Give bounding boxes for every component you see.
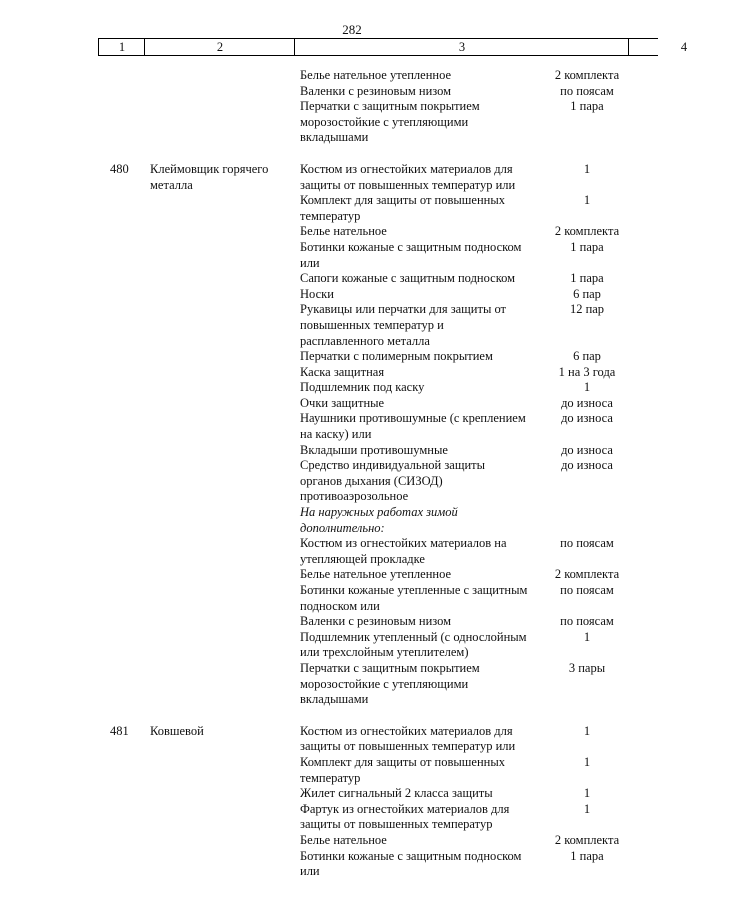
continuation-entry <box>0 68 640 146</box>
item-quantity: 1 пара <box>570 848 604 863</box>
table-body <box>0 68 640 880</box>
item-name: Белье нательное <box>300 832 387 847</box>
item-name: Подшлемник утепленный (с однослойным или трехслойным утеплителем) <box>300 629 527 660</box>
item-name: Белье нательное утепленное <box>300 68 452 82</box>
item-quantity: 1 <box>583 723 591 738</box>
table-header <box>98 38 688 56</box>
item-row <box>0 365 640 381</box>
item-row <box>0 802 640 833</box>
item-name: Очки защитные <box>300 395 385 410</box>
item-name: Перчатки с защитным покрытием морозостойкие с утепляющими вкладышами <box>300 99 480 145</box>
item-row <box>0 833 640 849</box>
item-quantity: 2 комплекта <box>554 832 620 847</box>
item-row <box>0 567 640 583</box>
item-quantity: по поясам <box>560 83 614 98</box>
page-number: 282 <box>342 22 362 37</box>
item-row <box>0 68 640 84</box>
item-row <box>0 193 640 224</box>
item-quantity: 1 <box>583 801 591 816</box>
item-name: Белье нательное <box>300 224 387 239</box>
item-quantity: 1 пара <box>570 271 604 286</box>
item-quantity: по поясам <box>560 583 614 597</box>
item-row <box>0 411 640 442</box>
entry-number: 480 <box>110 161 129 176</box>
profession-entry <box>0 724 640 880</box>
item-name: Сапоги кожаные с защитным подноском <box>300 271 516 286</box>
item-row <box>0 224 640 240</box>
profession-name: Ковшевой <box>150 723 204 738</box>
item-name: Комплект для защиты от повышенных температур <box>300 193 505 223</box>
item-name: Каска защитная <box>300 364 385 379</box>
header-col-1: 1 <box>98 39 145 55</box>
item-quantity: до износа <box>561 411 613 426</box>
item-quantity: до износа <box>561 442 613 457</box>
item-row <box>0 724 640 755</box>
item-quantity: 2 комплекта <box>554 68 620 82</box>
item-row <box>0 349 640 365</box>
item-name: Ботинки кожаные утепленные с защитным подноском или <box>300 583 528 613</box>
item-row <box>0 162 640 193</box>
profession-name: Клеймовщик горячего металла <box>150 161 269 192</box>
entry-gap <box>0 708 640 724</box>
item-row <box>0 458 640 505</box>
item-name: Носки <box>300 286 334 301</box>
header-col-3: 3 <box>294 39 629 55</box>
item-quantity: 1 пара <box>570 99 604 114</box>
item-quantity: 6 пар <box>573 349 601 364</box>
item-row <box>0 661 640 708</box>
item-quantity: 1 <box>583 754 591 769</box>
item-row <box>0 614 640 630</box>
item-name: Валенки с резиновым низом <box>300 614 452 629</box>
item-row <box>0 396 640 412</box>
item-name: Фартук из огнестойких материалов для защиты от повышенных температур <box>300 801 510 832</box>
item-quantity: 1 <box>583 786 591 801</box>
item-quantity: 12 пар <box>569 302 605 317</box>
item-row <box>0 755 640 786</box>
item-quantity: 1 <box>583 629 591 644</box>
item-quantity: по поясам <box>560 536 614 551</box>
item-quantity: 2 комплекта <box>554 567 620 582</box>
item-name: Перчатки с полимерным покрытием <box>300 349 493 364</box>
item-name: Белье нательное утепленное <box>300 567 452 582</box>
item-quantity: до износа <box>561 458 613 473</box>
item-name: Вкладыши противошумные <box>300 442 448 457</box>
item-quantity: 1 <box>583 193 591 208</box>
entry-number: 481 <box>110 723 129 738</box>
item-name: Наушники противошумные (с креплением на каску) или <box>300 411 526 442</box>
item-row <box>0 505 640 536</box>
item-name: Жилет сигнальный 2 класса защиты <box>300 786 493 801</box>
item-row <box>0 302 640 349</box>
item-quantity: 2 комплекта <box>554 224 620 239</box>
item-row <box>0 84 640 100</box>
item-row <box>0 271 640 287</box>
header-col-2: 2 <box>144 39 295 55</box>
item-name: Подшлемник под каску <box>300 380 425 395</box>
profession-entry <box>0 162 640 708</box>
header-col-4: 4 <box>628 39 739 55</box>
item-quantity: 1 на 3 года <box>558 364 616 379</box>
item-name: Средство индивидуальной защиты органов дыхания (СИЗОД) противоаэрозольное <box>300 458 486 504</box>
item-name: Костюм из огнестойких материалов для защиты от повышенных температур или <box>300 723 516 754</box>
item-quantity: 1 <box>583 161 591 176</box>
item-quantity: 1 пара <box>570 239 604 254</box>
item-quantity: до износа <box>561 395 613 410</box>
item-name: Костюм из огнестойких материалов на утепляющей прокладке <box>300 536 507 566</box>
item-row <box>0 786 640 802</box>
item-row <box>0 583 640 614</box>
item-name: Ботинки кожаные с защитным подноском или <box>300 848 522 879</box>
item-name: Комплект для защиты от повышенных температур <box>300 754 505 785</box>
item-quantity: 3 пары <box>568 660 606 675</box>
item-quantity: 1 <box>583 380 591 395</box>
item-name: Костюм из огнестойких материалов для защиты от повышенных температур или <box>300 161 516 192</box>
item-quantity: 6 пар <box>573 286 601 301</box>
item-row <box>0 443 640 459</box>
entry-gap <box>0 146 640 162</box>
item-row <box>0 99 640 146</box>
item-name: Валенки с резиновым низом <box>300 83 452 98</box>
item-name: Ботинки кожаные с защитным подноском или <box>300 239 522 270</box>
item-row <box>0 849 640 880</box>
item-row <box>0 630 640 661</box>
item-row <box>0 240 640 271</box>
item-row <box>0 287 640 303</box>
item-name: На наружных работах зимой дополнительно: <box>300 505 458 535</box>
item-row <box>0 380 640 396</box>
item-name: Рукавицы или перчатки для защиты от повышенных температур и расплавленного металла <box>300 302 507 348</box>
item-name: Перчатки с защитным покрытием морозостойкие с утепляющими вкладышами <box>300 660 480 707</box>
item-quantity: по поясам <box>560 614 614 629</box>
item-row <box>0 536 640 567</box>
